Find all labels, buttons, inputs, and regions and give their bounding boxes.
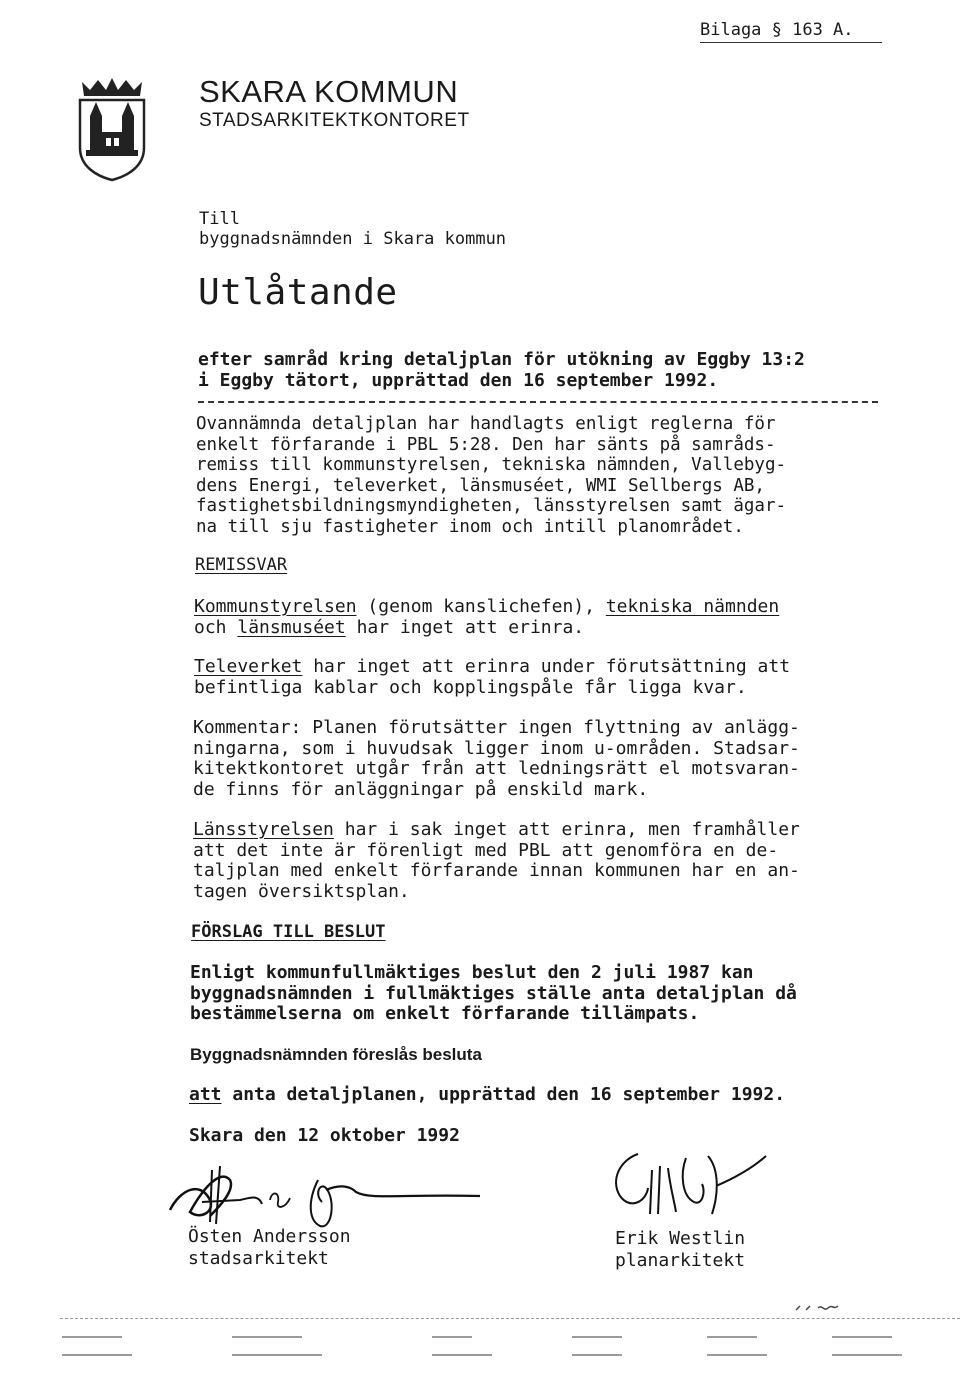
response-lansstyrelsen (193, 820, 800, 902)
subject-line-2: i Eggby tätort, upprättad den 16 september 1992. (198, 370, 719, 391)
organization-name: SKARA KOMMUN (199, 74, 459, 109)
footer-divider (60, 1318, 960, 1319)
signatory-2-name: Erik Westlin (615, 1228, 746, 1249)
intro-line: fastighetsbildningsmyndigheten, länsstyrelsen samt ägar- (196, 496, 787, 516)
comment-paragraph (193, 718, 800, 800)
dashed-separator (198, 401, 878, 403)
response-text: taljplan med enkelt förfarande innan kommunen har en an- (193, 860, 800, 881)
decision-body: anta detaljplanen, upprättad den 16 september 1992. (221, 1084, 786, 1105)
intro-line: dens Energi, televerket, länsmuséet, WMI Sellbergs AB, (196, 475, 765, 496)
response-text: tagen översiktsplan. (193, 880, 410, 902)
comment-line: kitektkontoret utgår från att ledningsrätt el motsvaran- (193, 758, 800, 779)
place-and-date: Skara den 12 oktober 1992 (189, 1125, 460, 1146)
proposal-line: byggnadsnämnden i fullmäktiges ställe anta detaljplan då (190, 982, 797, 1004)
intro-paragraph (196, 414, 786, 537)
response-text: har inget att erinra. (345, 616, 585, 638)
municipal-crest-icon (76, 78, 148, 182)
decision-att: att (189, 1084, 222, 1105)
response-text: har inget att erinra under förutsättning att (302, 656, 791, 677)
footer-illegible-text (62, 1330, 942, 1370)
response-text: och (194, 616, 238, 638)
addressee-line-2: byggnadsnämnden i Skara kommun (199, 229, 507, 249)
board-proposal-intro: Byggnadsnämnden föreslås besluta (190, 1045, 482, 1064)
intro-line: Ovannämnda detaljplan har handlagts enligt reglerna för (196, 414, 776, 434)
proposal-heading: FÖRSLAG TILL BESLUT (191, 922, 386, 942)
response-televerket (194, 657, 790, 698)
signature-westlin (590, 1140, 790, 1240)
subject-line-1: efter samråd kring detaljplan för utökning av Eggby 13:2 (198, 349, 805, 370)
proposal-paragraph (190, 963, 797, 1025)
remissvar-heading: REMISSVAR (195, 555, 288, 575)
footer-scribble (790, 1300, 850, 1314)
org-tekniska-namnden: tekniska nämnden (605, 596, 780, 617)
response-text: befintliga kablar och kopplingspåle får ligga kvar. (194, 676, 747, 698)
signatory-1-title: stadsarkitekt (188, 1248, 329, 1269)
org-lansstyrelsen: Länsstyrelsen (193, 819, 334, 840)
decision-text (189, 1085, 785, 1106)
response-text: att det inte är förenligt med PBL att genomföra en de- (193, 839, 779, 861)
comment-line: ningarna, som i huvudsak ligger inom u-områden. Stadsar- (193, 737, 800, 759)
proposal-line: bestämmelserna om enkelt förfarande tillämpats. (190, 1003, 700, 1024)
response-text: har i sak inget att erinra, men framhåller (333, 819, 800, 840)
intro-line: remiss till kommunstyrelsen, tekniska nämnden, Vallebyg- (196, 455, 787, 475)
organization-department: STADSARKITEKTKONTORET (199, 110, 470, 131)
addressee-line-1: Till (199, 209, 240, 229)
signatory-2-title: planarkitekt (615, 1250, 746, 1271)
intro-line: na till sju fastigheter inom och intill planområdet. (196, 516, 744, 537)
annex-underline (700, 42, 882, 43)
intro-line: enkelt förfarande i PBL 5:28. Den har sänts på samråds- (196, 434, 776, 455)
annex-reference: Bilaga § 163 A. (700, 20, 854, 40)
response-municipal-board (194, 597, 779, 638)
signatory-1-name: Östen Andersson (188, 1226, 351, 1247)
document-title: Utlåtande (198, 272, 398, 313)
comment-line: de finns för anläggningar på enskild mark. (193, 778, 649, 800)
response-text: (genom kanslichefen), (356, 596, 606, 617)
proposal-line: Enligt kommunfullmäktiges beslut den 2 juli 1987 kan (190, 962, 754, 983)
org-kommunstyrelsen: Kommunstyrelsen (194, 596, 357, 617)
org-lansmuseet: länsmuséet (237, 616, 346, 638)
org-televerket: Televerket (194, 656, 303, 677)
comment-line: Kommentar: Planen förutsätter ingen flyttning av anlägg- (193, 717, 800, 738)
